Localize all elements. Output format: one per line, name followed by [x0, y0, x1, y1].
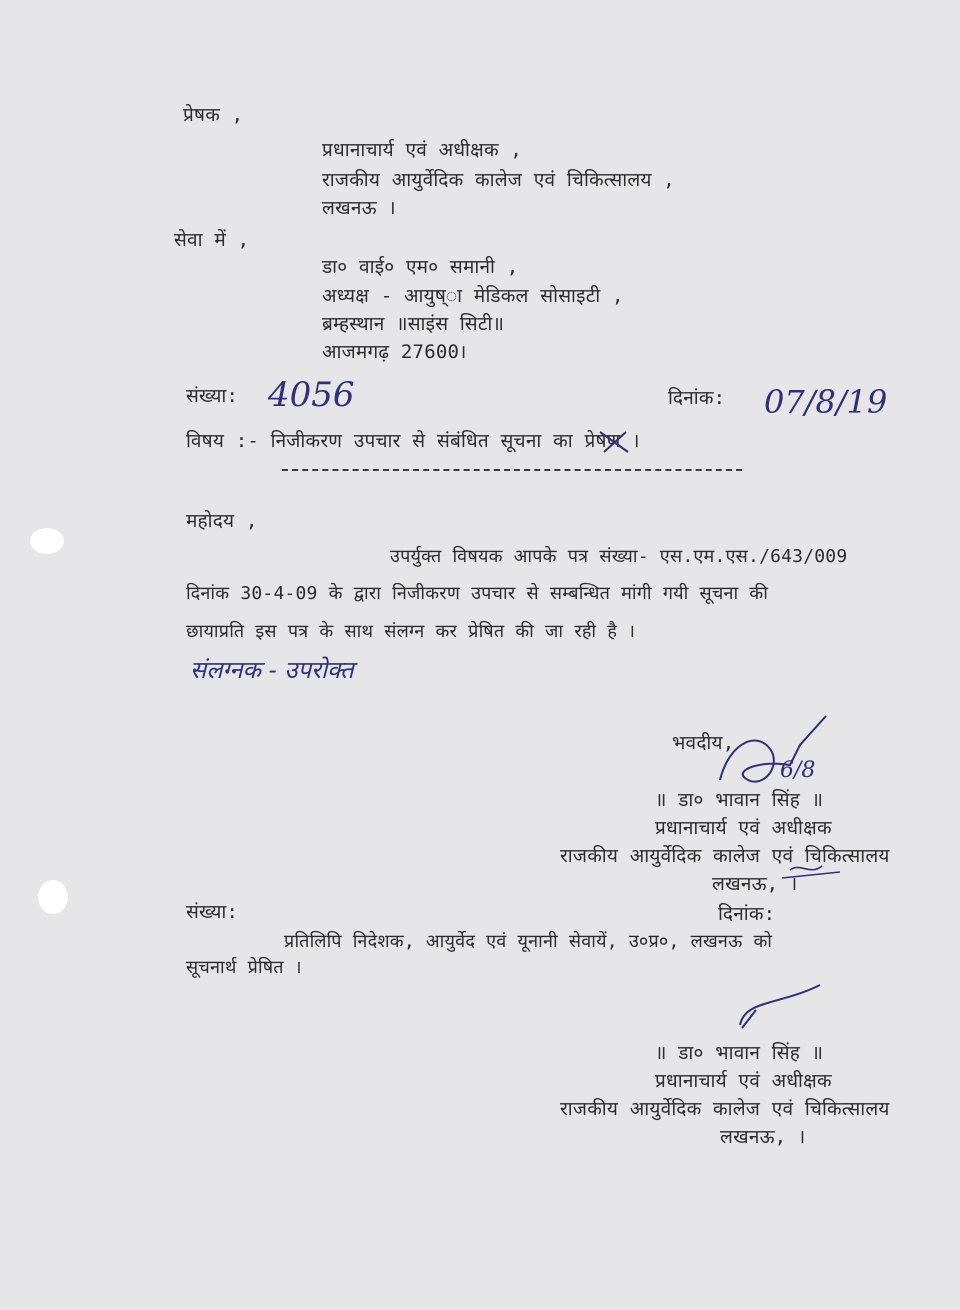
sender-line-1: प्रधानाचार्य एवं अधीक्षक , — [322, 139, 523, 161]
signature2-institution: राजकीय आयुर्वेदिक कालेज एवं चिकित्सालय — [560, 1098, 890, 1120]
sender-label: प्रेषक , — [183, 104, 244, 126]
recipient-line-2: अध्यक्ष - आयुष्ा मेडिकल सोसाइटी , — [322, 285, 624, 307]
signature1-scribble — [720, 716, 826, 782]
body-line-3: छायाप्रति इस पत्र के साथ संलग्न कर प्रेषित की जा रही है । — [186, 621, 636, 642]
copy-line-1: प्रतिलिपि निदेशक, आयुर्वेद एवं यूनानी सेवायें, उ०प्र०, लखनऊ को — [284, 931, 773, 952]
reference-number-label: संख्या: — [186, 385, 239, 407]
enclosure-note: संलग्नक - उपरोक्त — [190, 656, 354, 684]
recipient-label: सेवा में , — [174, 229, 250, 251]
signature1-name: ॥ डा० भावान सिंह ॥ — [655, 789, 824, 811]
subject-line: विषय :- निजीकरण उपचार से संबंधित सूचना का प्रेषण । — [186, 430, 640, 452]
sender-line-2: राजकीय आयुर्वेदिक कालेज एवं चिकित्सालय , — [322, 169, 675, 191]
reference-date-value: 07/8/19 — [764, 383, 888, 421]
signature1-closing: भवदीय, — [672, 732, 735, 754]
reference-number-value: 4056 — [268, 375, 355, 415]
signature2-designation: प्रधानाचार्य एवं अधीक्षक — [655, 1070, 832, 1092]
subject-strike — [600, 432, 628, 452]
signature1-city: लखनऊ, । — [712, 873, 798, 895]
salutation: महोदय , — [186, 510, 258, 532]
signature1-designation: प्रधानाचार्य एवं अधीक्षक — [655, 817, 832, 839]
recipient-line-3: ब्रम्हस्थान ॥साइंस सिटी॥ — [322, 313, 505, 335]
signature1-date-tick — [782, 866, 840, 878]
signature1-institution: राजकीय आयुर्वेदिक कालेज एवं चिकित्सालय — [560, 845, 890, 867]
signature2-stroke — [740, 985, 820, 1028]
recipient-line-4: आजमगढ़ 27600। — [322, 341, 467, 363]
body-line-2: दिनांक 30-4-09 के द्वारा निजीकरण उपचार से सम्बन्धित मांगी गयी सूचना की — [186, 583, 769, 604]
reference-date-label: दिनांक: — [668, 387, 726, 409]
sender-line-3: लखनऊ । — [322, 197, 396, 219]
copy-line-2: सूचनार्थ प्रेषित । — [186, 957, 302, 978]
recipient-line-1: डा० वाई० एम० समानी , — [322, 256, 519, 278]
signature1-initials: 6/8 — [780, 758, 816, 783]
body-line-1: उपर्युक्त विषयक आपके पत्र संख्या- एस.एम.एस./643/009 — [390, 546, 848, 567]
signature2-city: लखनऊ, । — [720, 1126, 806, 1148]
copy-number-label: संख्या: — [186, 901, 239, 923]
signature2-name: ॥ डा० भावान सिंह ॥ — [655, 1042, 824, 1064]
copy-date-label: दिनांक: — [718, 903, 776, 925]
